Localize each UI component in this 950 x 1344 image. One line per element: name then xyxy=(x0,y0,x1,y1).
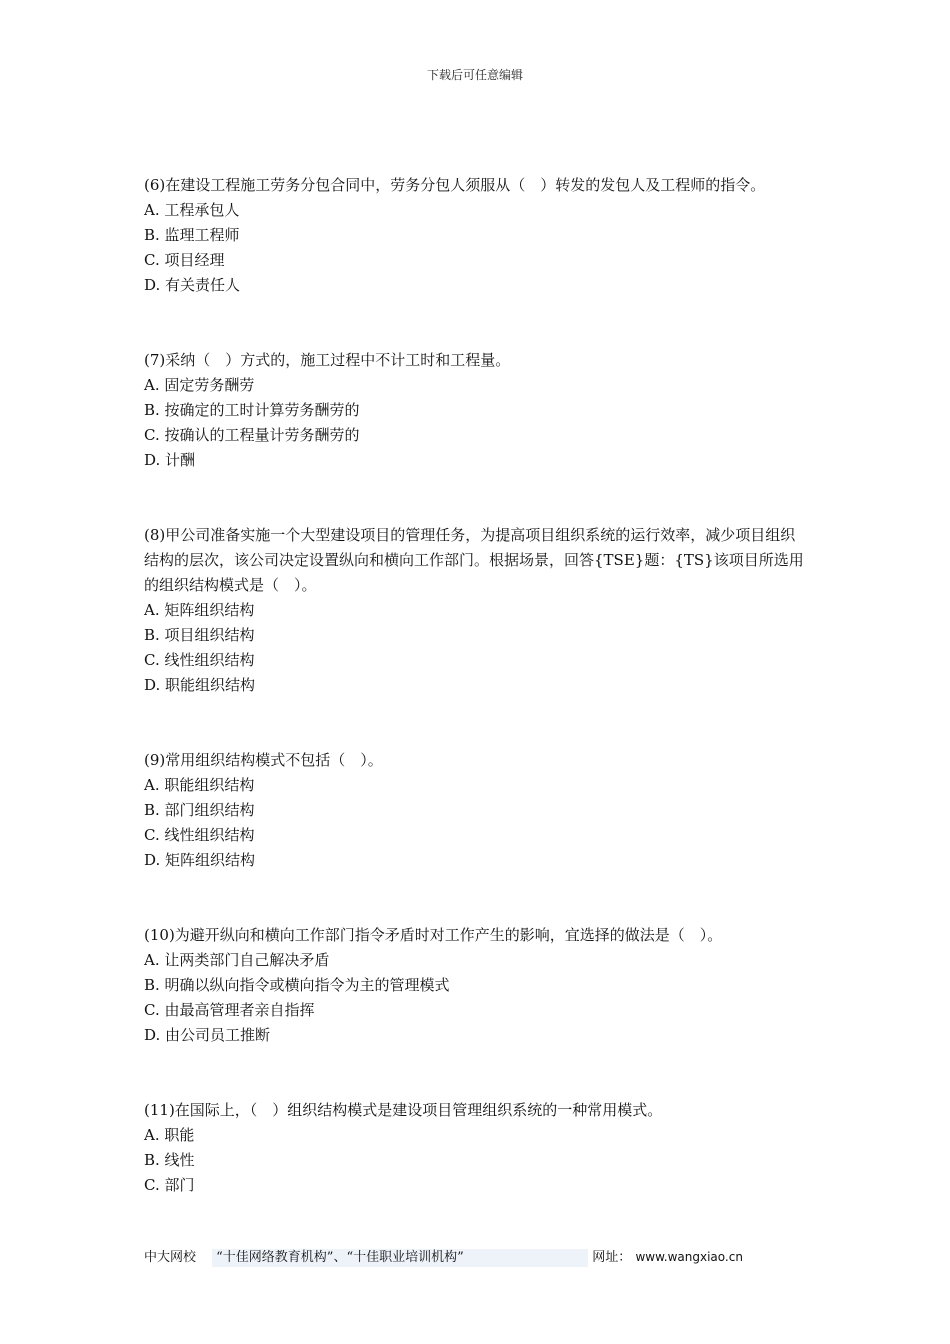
option-c: C. 部门 xyxy=(144,1176,195,1194)
option-a: A. 固定劳务酬劳 xyxy=(144,376,255,394)
footer-url-label: 网址： xyxy=(592,1250,632,1265)
option-c: C. 线性组织结构 xyxy=(144,651,255,669)
question-text: (8)甲公司准备实施一个大型建设项目的管理任务，为提高项目组织系统的运行效率，减少项目组织结构的层次，该公司决定设置纵向和横向工作部门。根据场景，回答{TSE}题：{TS}该项目所选用的组织结构模式是（ ）。 xyxy=(144,526,804,594)
question-list xyxy=(144,173,810,1248)
question-11 xyxy=(144,1098,810,1198)
option-d: D. 由公司员工推断 xyxy=(144,1026,271,1044)
option-d: D. 职能组织结构 xyxy=(144,676,256,694)
question-6 xyxy=(144,173,810,298)
option-b: B. 按确定的工时计算劳务酬劳的 xyxy=(144,401,360,419)
option-c: C. 由最高管理者亲自指挥 xyxy=(144,1001,315,1019)
option-a: A. 职能 xyxy=(144,1126,195,1144)
option-b: B. 明确以纵向指令或横向指令为主的管理模式 xyxy=(144,976,450,994)
question-text: (7)采纳（ ）方式的，施工过程中不计工时和工程量。 xyxy=(144,351,511,369)
question-7 xyxy=(144,348,810,473)
option-b: B. 部门组织结构 xyxy=(144,801,255,819)
page-header: 下载后可任意编辑 xyxy=(426,68,523,82)
question-text: (9)常用组织结构模式不包括（ ）。 xyxy=(144,751,383,769)
option-d: D. 有关责任人 xyxy=(144,276,241,294)
option-a: A. 矩阵组织结构 xyxy=(144,601,255,619)
question-text: (6)在建设工程施工劳务分包合同中，劳务分包人须服从（ ）转发的发包人及工程师的指令。 xyxy=(144,176,766,194)
option-a: A. 让两类部门自己解决矛盾 xyxy=(144,951,330,969)
question-text: (11)在国际上，（ ）组织结构模式是建设项目管理组织系统的一种常用模式。 xyxy=(144,1101,663,1119)
option-a: A. 职能组织结构 xyxy=(144,776,255,794)
footer-slogan: “十佳网络教育机构”、“十佳职业培训机构” xyxy=(212,1249,588,1267)
footer-url-link[interactable]: www.wangxiao.cn xyxy=(635,1250,743,1264)
question-10 xyxy=(144,923,810,1048)
option-c: C. 项目经理 xyxy=(144,251,225,269)
option-c: C. 线性组织结构 xyxy=(144,826,255,844)
option-d: D. 矩阵组织结构 xyxy=(144,851,256,869)
option-c: C. 按确认的工程量计劳务酬劳的 xyxy=(144,426,360,444)
footer-brand: 中大网校 xyxy=(144,1250,197,1265)
page-footer xyxy=(144,1248,844,1267)
question-9 xyxy=(144,748,810,873)
option-d: D. 计酬 xyxy=(144,451,196,469)
question-text: (10)为避开纵向和横向工作部门指令矛盾时对工作产生的影响，宜选择的做法是（ ）。 xyxy=(144,926,723,944)
option-b: B. 线性 xyxy=(144,1151,195,1169)
option-b: B. 项目组织结构 xyxy=(144,626,255,644)
option-a: A. 工程承包人 xyxy=(144,201,240,219)
option-b: B. 监理工程师 xyxy=(144,226,240,244)
question-8 xyxy=(144,523,810,698)
